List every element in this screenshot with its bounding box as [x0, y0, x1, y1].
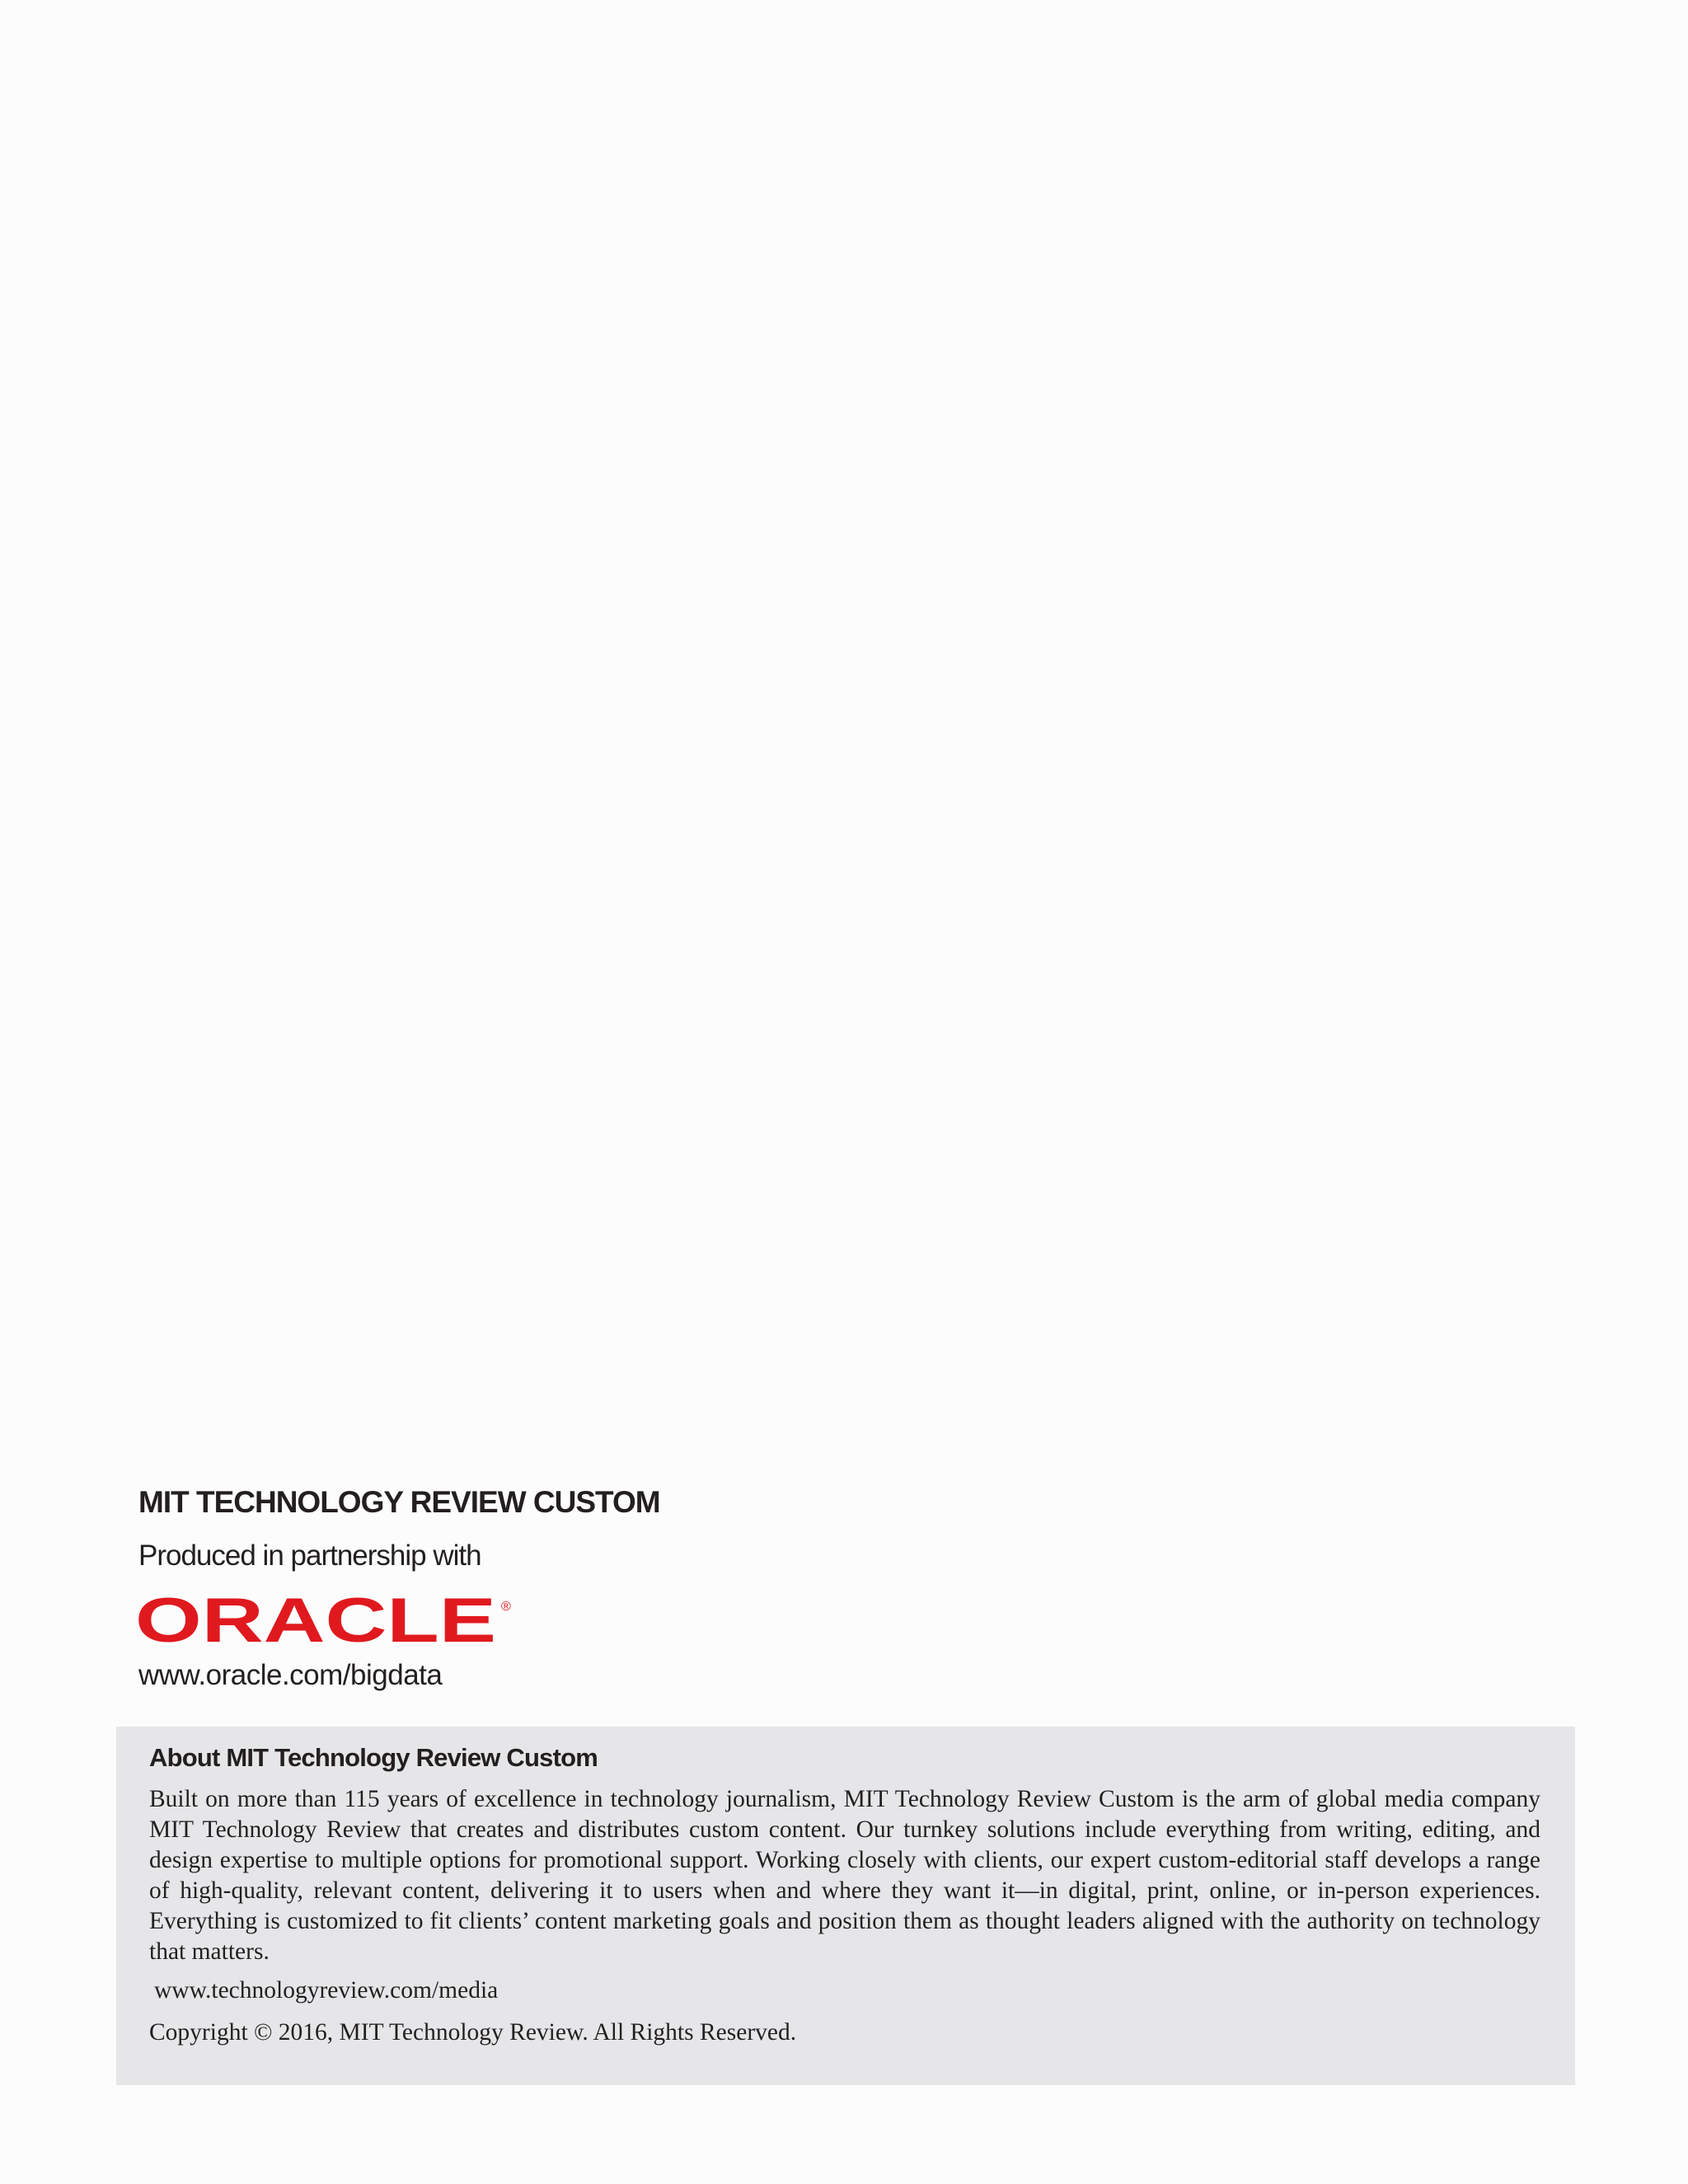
partner-url-link[interactable]: www.oracle.com/bigdata — [138, 1659, 443, 1691]
publisher-title: MIT TECHNOLOGY REVIEW CUSTOM — [138, 1485, 660, 1519]
partnership-label: Produced in partnership with — [138, 1540, 481, 1572]
media-url-link[interactable]: www.technologyreview.com/media — [154, 1977, 499, 2004]
oracle-logo-wordmark: ORACLE — [135, 1592, 496, 1648]
copyright-notice: Copyright © 2016, MIT Technology Review. All Rights Reserved. — [149, 2019, 797, 2046]
about-description: Built on more than 115 years of excellence in technology journalism, MIT Technology Review Custom is the arm of global media company MIT Technology Review that creates and distributes custom content. Our turnkey solutions include everything from writing, editing, and design expertise to multiple options for promotional support. Working closely with clients, our expert custom-editorial staff develops a range of high-quality, relevant content, delivering it to users when and where they want it—in digital, print, online, or in-person experiences. Everything is customized to fit clients’ content marketing goals and position them as thought leaders aligned with the authority on technology that matters. — [149, 1786, 1540, 1965]
oracle-logo — [134, 1592, 513, 1648]
about-heading: About MIT Technology Review Custom — [149, 1743, 598, 1772]
registered-mark: ® — [501, 1600, 511, 1614]
about-section — [116, 1727, 1575, 2085]
